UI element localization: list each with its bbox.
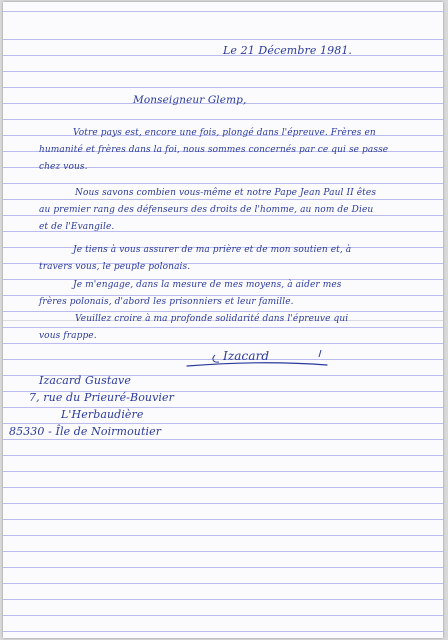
body-line: Votre pays est, encore une fois, plongé dans l'épreuve. Frères en	[73, 128, 376, 138]
address-postcode-city: 85330 - Île de Noirmoutier	[9, 425, 162, 438]
signature	[185, 345, 333, 375]
body-line: humanité et frères dans la foi, nous sommes concernés par ce qui se passe	[39, 145, 389, 155]
signature-text: Izacard	[223, 349, 270, 363]
body-line: Je tiens à vous assurer de ma prière et de mon soutien et, à	[73, 245, 352, 255]
address-name: Izacard Gustave	[39, 374, 131, 387]
body-line: Nous savons combien vous-même et notre Pape Jean Paul II êtes	[75, 188, 377, 198]
body-line: Veuillez croire à ma profonde solidarité dans l'épreuve qui	[75, 314, 349, 324]
body-line: et de l'Evangile.	[39, 222, 115, 232]
address-locality: L'Herbaudière	[61, 408, 144, 421]
letter-sheet	[3, 2, 443, 638]
address-street: 7, rue du Prieuré-Bouvier	[29, 391, 175, 404]
salutation: Monseigneur Glemp,	[133, 94, 247, 106]
body-line: Je m'engage, dans la mesure de mes moyens, à aider mes	[73, 280, 342, 290]
body-line: au premier rang des défenseurs des droits de l'homme, au nom de Dieu	[39, 205, 374, 215]
body-line: travers vous, le peuple polonais.	[39, 262, 191, 272]
body-line: vous frappe.	[39, 331, 97, 341]
body-line: frères polonais, d'abord les prisonniers et leur famille.	[39, 297, 294, 307]
letter-date: Le 21 Décembre 1981.	[223, 44, 353, 57]
body-line: chez vous.	[39, 162, 88, 172]
